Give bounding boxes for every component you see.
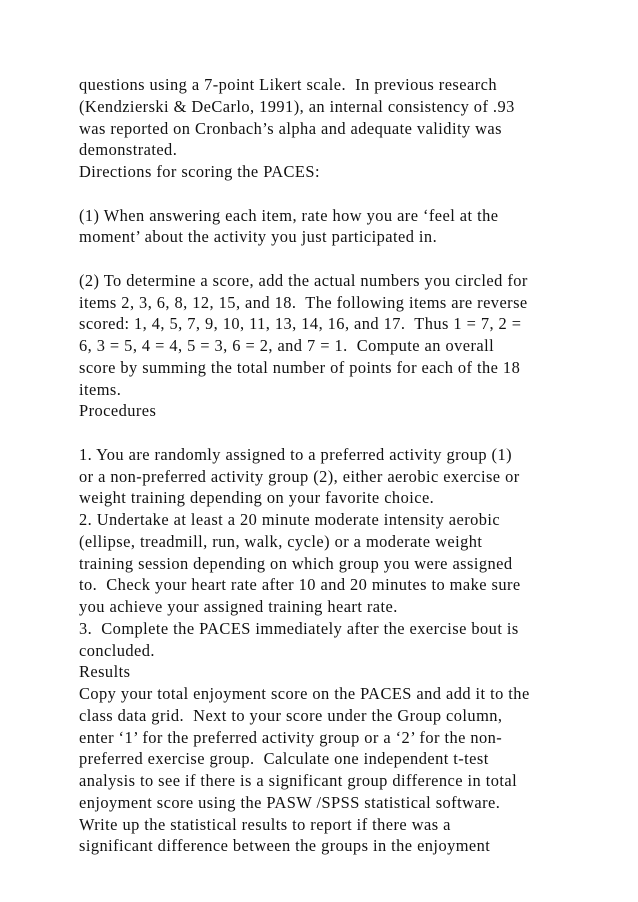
body-line: to. Check your heart rate after 10 and 20 minutes to make sure xyxy=(79,575,521,595)
body-line: enter ‘1’ for the preferred activity group or a ‘2’ for the non- xyxy=(79,727,503,747)
body-line: (ellipse, treadmill, run, walk, cycle) or a moderate weight xyxy=(79,531,483,551)
body-line: scored: 1, 4, 5, 7, 9, 10, 11, 13, 14, 16, and 17. Thus 1 = 7, 2 = xyxy=(79,314,522,334)
body-line: or a non-preferred activity group (2), either aerobic exercise or xyxy=(79,466,520,486)
body-line: (2) To determine a score, add the actual numbers you circled for xyxy=(79,270,528,290)
body-line: preferred exercise group. Calculate one independent t-test xyxy=(79,749,489,769)
body-line: training session depending on which group you were assigned xyxy=(79,553,513,573)
body-line: enjoyment score using the PASW /SPSS statistical software. xyxy=(79,792,501,812)
body-line: (1) When answering each item, rate how you are ‘feel at the xyxy=(79,205,499,225)
body-line: (Kendzierski & DeCarlo, 1991), an internal consistency of .93 xyxy=(79,96,515,116)
blank-line xyxy=(79,183,579,205)
body-line: items 2, 3, 6, 8, 12, 15, and 18. The following items are reverse xyxy=(79,292,528,312)
body-line: weight training depending on your favorite choice. xyxy=(79,488,435,508)
body-line: analysis to see if there is a significant group difference in total xyxy=(79,771,518,790)
body-line: moment’ about the activity you just participated in. xyxy=(79,227,438,247)
body-line: class data grid. Next to your score under the Group column, xyxy=(79,705,503,725)
body-line: Write up the statistical results to report if there was a xyxy=(79,814,451,834)
body-line: questions using a 7-point Likert scale. In previous research xyxy=(79,75,497,94)
body-line: demonstrated. xyxy=(79,140,178,160)
document-body xyxy=(79,74,579,857)
body-line: score by summing the total number of points for each of the 18 xyxy=(79,357,521,377)
body-line: 2. Undertake at least a 20 minute moderate intensity aerobic xyxy=(79,510,501,529)
section-heading-procedures: Procedures xyxy=(79,401,157,421)
body-line: Copy your total enjoyment score on the PACES and add it to the xyxy=(79,684,530,703)
body-line: concluded. xyxy=(79,640,155,660)
body-line: 3. Complete the PACES immediately after the exercise bout is xyxy=(79,618,519,638)
body-line: was reported on Cronbach’s alpha and adequate validity was xyxy=(79,118,502,138)
section-heading-scoring: Directions for scoring the PACES: xyxy=(79,162,320,181)
blank-line xyxy=(79,422,579,444)
body-line: 1. You are randomly assigned to a preferred activity group (1) xyxy=(79,444,512,464)
body-line: significant difference between the groups in the enjoyment xyxy=(79,836,491,856)
body-line: items. xyxy=(79,379,122,399)
body-line: you achieve your assigned training heart rate. xyxy=(79,597,398,616)
section-heading-results: Results xyxy=(79,662,131,682)
blank-line xyxy=(79,248,579,270)
body-line: 6, 3 = 5, 4 = 4, 5 = 3, 6 = 2, and 7 = 1. Compute an overall xyxy=(79,336,495,355)
